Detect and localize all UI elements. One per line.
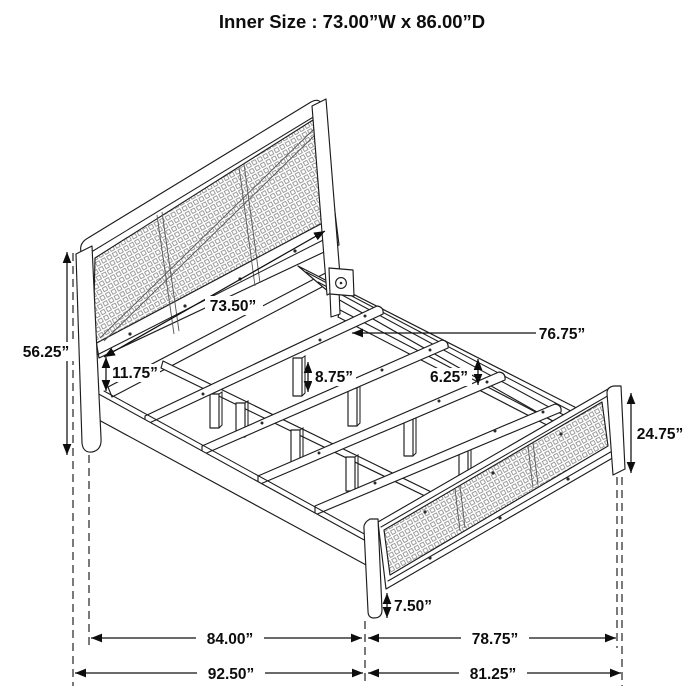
svg-text:81.25”: 81.25” [469, 666, 517, 683]
leg [293, 356, 305, 396]
svg-text:6.25”: 6.25” [430, 369, 468, 386]
diagram-title: Inner Size : 73.00”W x 86.00”D [218, 11, 486, 32]
svg-text:8.75”: 8.75” [315, 369, 353, 386]
dim-footboard-span-depth [368, 629, 616, 648]
svg-text:84.00”: 84.00” [206, 631, 254, 648]
support-rail-left [161, 361, 460, 513]
footboard-right-post [607, 386, 625, 475]
leg [210, 392, 222, 428]
svg-text:11.75”: 11.75” [112, 365, 158, 382]
dim-footboard-leg-height [387, 593, 434, 618]
svg-text:76.75”: 76.75” [538, 326, 586, 343]
dim-overall-depth-right [368, 664, 621, 683]
dim-overall-depth-left [75, 664, 363, 683]
svg-text:7.50”: 7.50” [394, 598, 432, 615]
leg [348, 386, 360, 426]
svg-text:24.75”: 24.75” [636, 426, 684, 443]
svg-text:78.75”: 78.75” [471, 631, 519, 648]
slat-1 [145, 306, 383, 425]
rail-bracket [329, 268, 354, 296]
svg-text:73.50”: 73.50” [209, 298, 257, 315]
dim-footboard-height [631, 393, 686, 473]
svg-text:56.25”: 56.25” [22, 344, 70, 361]
svg-text:92.50”: 92.50” [207, 666, 255, 683]
dim-base-inner-depth [91, 629, 362, 648]
near-side-rail [95, 391, 368, 566]
dim-headboard-height [17, 252, 75, 455]
